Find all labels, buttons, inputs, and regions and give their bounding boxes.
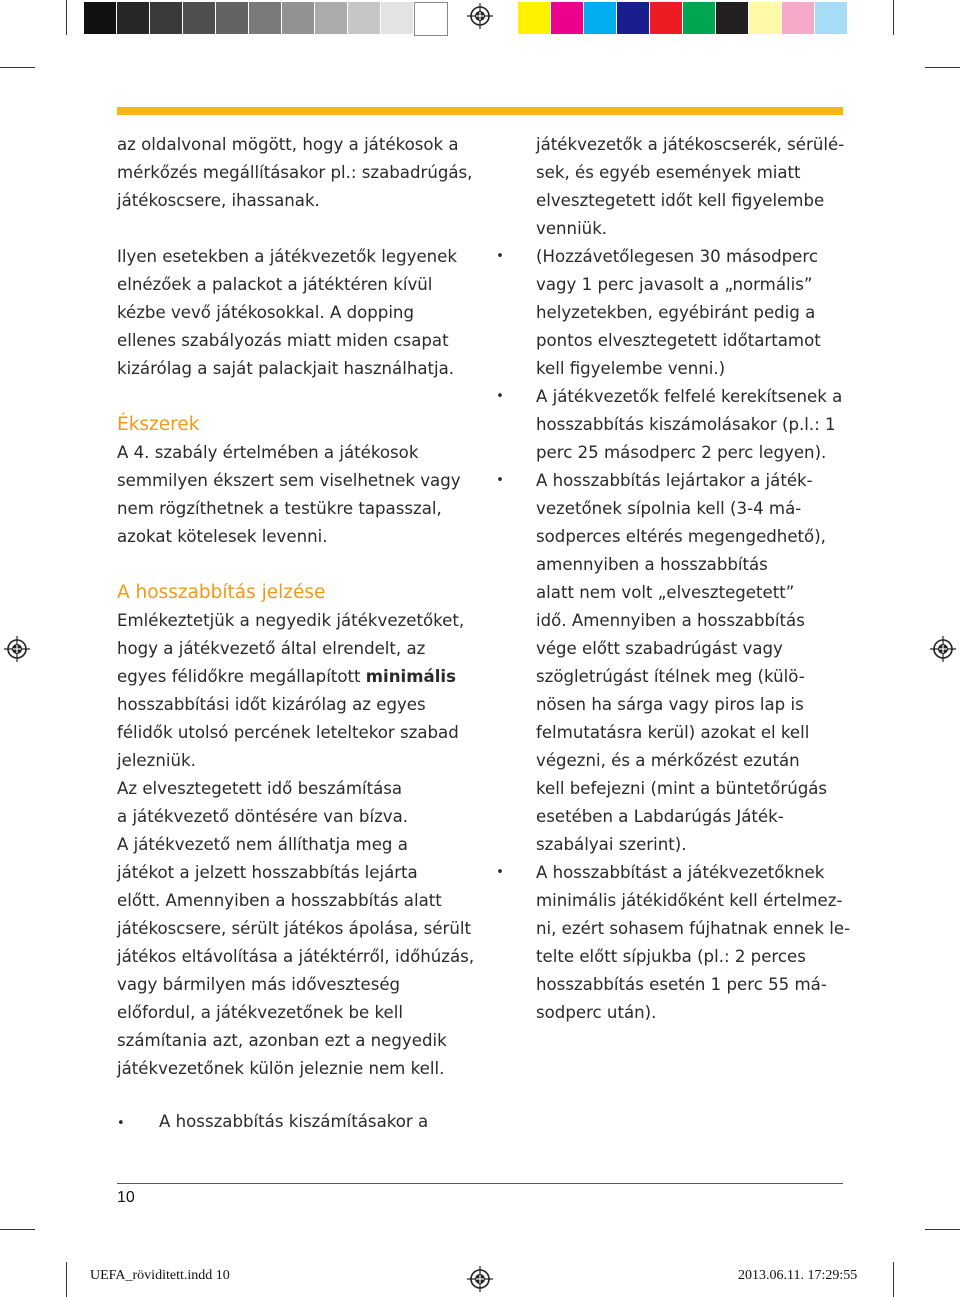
bullet-dot: • [496, 865, 504, 880]
text-line: előtt. Amennyiben a hosszabbítás alatt [117, 891, 442, 910]
text-line: ni, ezért sohasem fújhatnak ennek le- [536, 919, 851, 938]
text-line: sodperces eltérés megengedhető), [536, 527, 826, 546]
text-line: sodperc után). [536, 1003, 657, 1022]
color-swatch [650, 2, 682, 34]
text-line: félidők utolsó percének leteltekor szabad [117, 723, 459, 742]
gray-swatch [84, 2, 116, 34]
text-line: esetében a Labdarúgás Játék- [536, 807, 784, 826]
heading-added-time: A hosszabbítás jelzése [117, 582, 326, 603]
gray-swatch [414, 2, 448, 36]
text-line: alatt nem volt „elvesztegetett” [536, 583, 795, 602]
color-swatch [716, 2, 748, 34]
crop-mark-top-right-v [893, 0, 894, 35]
text-line: kell befejezni (mint a büntetőrúgás [536, 779, 828, 798]
heading-jewellery: Ékszerek [117, 414, 200, 435]
bullet-dot: • [496, 249, 504, 264]
text-line: előfordul, a játékvezetőnek be kell [117, 1003, 403, 1022]
bullet-list [496, 243, 856, 1027]
bullet-dot: • [496, 389, 504, 404]
text-line [117, 663, 477, 691]
left-column [117, 131, 477, 1083]
text-line: hosszabbítás kiszámolásakor (p.l.: 1 [536, 415, 836, 434]
text-line: A játékvezetők felfelé kerekítsenek a [536, 387, 843, 406]
gray-swatch [150, 2, 182, 34]
color-swatch [617, 2, 649, 34]
text-line: telte előtt sípjukba (pl.: 2 perces [536, 947, 806, 966]
page-number: 10 [117, 1189, 135, 1206]
text-line: mérkőzés megállításakor pl.: szabadrúgás, [117, 163, 473, 182]
text-line: kézbe vevő játékosokkal. A dopping [117, 303, 414, 322]
text-line: a játékvezető döntésére van bízva. [117, 807, 409, 826]
text-line: kell figyelembe venni.) [536, 359, 726, 378]
text-line-pre: egyes félidőkre megállapított [117, 667, 366, 686]
paragraph-doping-rules [117, 243, 477, 383]
text-line: A 4. szabály értelmében a játékosok [117, 443, 419, 462]
text-line: játékot a jelzett hosszabbítás lejárta [117, 863, 418, 882]
registration-mark-right-icon [930, 636, 956, 662]
text-line: venniük. [536, 219, 608, 238]
crop-mark-bottom-left-h [0, 1229, 35, 1230]
text-line: nem rögzíthetnek a testükre tapasszal, [117, 499, 442, 518]
text-line: vagy bármilyen más időveszteség [117, 975, 401, 994]
text-line: (Hozzávetőlegesen 30 másodperc [536, 247, 818, 266]
color-swatch [683, 2, 715, 34]
crop-mark-top-left-h [0, 67, 35, 68]
text-line: minimális játékidőként kell értelmez- [536, 891, 843, 910]
text-line: idő. Amennyiben a hosszabbítás [536, 611, 805, 630]
bottom-bullet-text: A hosszabbítás kiszámításakor a [159, 1112, 429, 1131]
text-line: Az elvesztegetett idő beszámítása [117, 779, 403, 798]
text-line: pontos elvesztegetett időtartamot [536, 331, 821, 350]
text-line: hogy a játékvezető által elrendelt, az [117, 639, 426, 658]
text-line: játékoscsere, sérült játékos ápolása, sérült [117, 919, 471, 938]
bullet-item [496, 243, 856, 383]
bottom-bullet-item [117, 1108, 428, 1138]
text-line: helyzetekben, egyébiránt pedig a [536, 303, 816, 322]
text-line: azokat kötelesek levenni. [117, 527, 328, 546]
text-line: A hosszabbítást a játékvezetőknek [536, 863, 825, 882]
right-column [496, 131, 856, 1027]
text-line: játékvezetőnek külön jeleznie nem kell. [117, 1059, 445, 1078]
bullet-item [496, 859, 856, 1027]
text-line: számítania azt, azonban ezt a negyedik [117, 1031, 447, 1050]
slug-date-info: 2013.06.11. 17:29:55 [738, 1268, 858, 1283]
paragraph-water-bottles-end [117, 131, 477, 215]
text-line: amennyiben a hosszabbítás [536, 555, 768, 574]
color-swatch [518, 2, 550, 34]
crop-mark-top-right-h [925, 67, 960, 68]
color-swatch [551, 2, 583, 34]
text-line: elvesztegetett időt kell figyelembe [536, 191, 825, 210]
crop-mark-bottom-right-h [925, 1229, 960, 1230]
bullet-item [496, 383, 856, 467]
gray-swatch [117, 2, 149, 34]
bullet-dot: • [117, 1116, 125, 1131]
crop-mark-top-left-v [66, 0, 67, 35]
paragraph-added-time [117, 607, 477, 1083]
text-line: perc 25 másodperc 2 perc legyen). [536, 443, 827, 462]
text-line: vezetőnek sípolnia kell (3-4 má- [536, 499, 802, 518]
text-line: nösen ha sárga vagy piros lap is [536, 695, 804, 714]
text-line: A játékvezető nem állíthatja meg a [117, 835, 408, 854]
text-line: felmutatásra kerül) azokat el kell [536, 723, 810, 742]
text-line: A hosszabbítás lejártakor a játék- [536, 471, 813, 490]
registration-mark-top-icon [467, 3, 493, 29]
bold-word-minimal: minimális [365, 667, 456, 686]
text-line: szögletrúgást ítélnek meg (külö- [536, 667, 805, 686]
crop-mark-bottom-right-v [893, 1262, 894, 1297]
text-line: játékoscsere, ihassanak. [117, 191, 320, 210]
text-line: Emlékeztetjük a negyedik játékvezetőket, [117, 611, 465, 630]
gray-swatch [183, 2, 215, 34]
text-line: elnézőek a palackot a játéktéren kívül [117, 275, 433, 294]
text-line: hosszabbítás esetén 1 perc 55 má- [536, 975, 827, 994]
text-line: végezni, és a mérkőzést ezután [536, 751, 800, 770]
paragraph-added-time-rest [117, 691, 477, 1083]
footer-rule [117, 1183, 843, 1184]
text-line: sek, és egyéb események miatt [536, 163, 801, 182]
gray-swatch [282, 2, 314, 34]
text-line: szabályai szerint). [536, 835, 687, 854]
paragraph-jewellery [117, 439, 477, 551]
text-line: az oldalvonal mögött, hogy a játékosok a [117, 135, 459, 154]
text-line: játékvezetők a játékoscserék, sérülé- [536, 135, 845, 154]
accent-bar [117, 107, 843, 115]
slug-file-info: UEFA_röviditett.indd 10 [90, 1268, 230, 1283]
text-line: vége előtt szabadrúgást vagy [536, 639, 783, 658]
text-line: ellenes szabályozás miatt miden csapat [117, 331, 449, 350]
color-swatch [815, 2, 847, 34]
crop-mark-bottom-left-v [66, 1262, 67, 1297]
gray-swatch [315, 2, 347, 34]
text-line: semmilyen ékszert sem viselhetnek vagy [117, 471, 461, 490]
color-swatch [749, 2, 781, 34]
registration-mark-bottom-icon [467, 1266, 493, 1292]
color-swatch [584, 2, 616, 34]
gray-swatch [216, 2, 248, 34]
bullet-item [496, 467, 856, 859]
registration-mark-left-icon [4, 636, 30, 662]
text-line: játékos eltávolítása a játéktérről, időhúzás, [117, 947, 475, 966]
text-line: jelezniük. [117, 751, 196, 770]
text-line: hosszabbítási időt kizárólag az egyes [117, 695, 426, 714]
gray-swatch [249, 2, 281, 34]
color-swatch [782, 2, 814, 34]
text-line: kizárólag a saját palackjait használhatja. [117, 359, 455, 378]
bullet-dot: • [496, 473, 504, 488]
gray-swatch [381, 2, 413, 34]
paragraph-intro [536, 131, 856, 243]
text-line: vagy 1 perc javasolt a „normális” [536, 275, 813, 294]
gray-swatch [348, 2, 380, 34]
text-line: Ilyen esetekben a játékvezetők legyenek [117, 247, 458, 266]
